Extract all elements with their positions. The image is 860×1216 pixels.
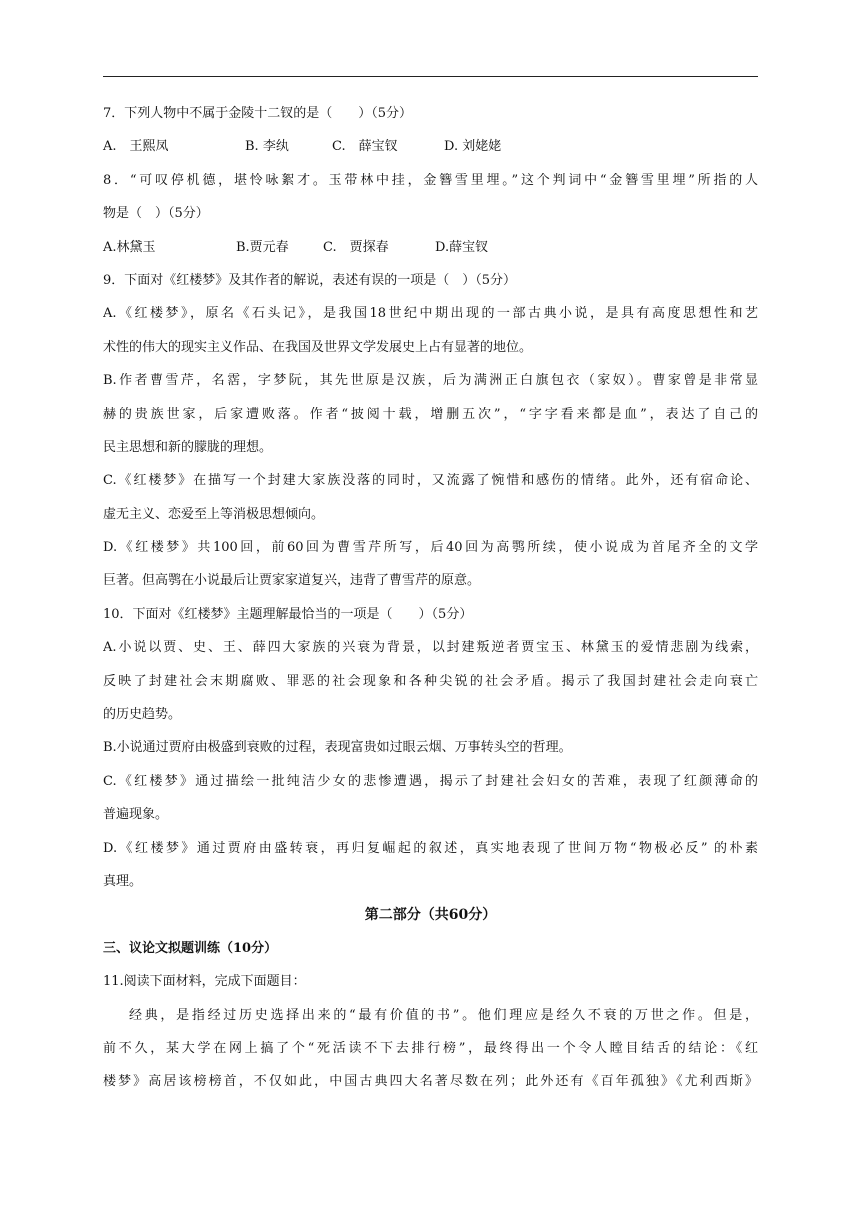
q10-d-line2: 真理。 <box>103 873 143 889</box>
q9-a-line2: 术性的伟大的现实主义作品、在我国及世界文学发展史上占有显著的地位。 <box>103 339 533 355</box>
part2-title: 第二部分（共60分） <box>364 907 497 924</box>
passage-line1: 经典，是指经过历史选择出来的“最有价值的书”。他们理应是经久不衰的万世之作。但是， <box>129 1007 758 1023</box>
q10-a-line2: 反映了封建社会末期腐败、罪恶的社会现象和各种尖锐的社会矛盾。揭示了我国封建社会走向衰亡 <box>103 673 758 689</box>
q11-stem: 11.阅读下面材料，完成下面题目： <box>103 974 306 990</box>
q10-d-line1: D.《红楼梦》通过贾府由盛转衰，再归复崛起的叙述，真实地表现了世间万物“物极必反” 的朴素 <box>103 840 758 856</box>
q7-option-b: B. 李纨 <box>245 139 289 155</box>
q7-option-c: C. 薛宝钗 <box>332 139 398 155</box>
q8-option-b: B.贾元春 <box>236 239 289 255</box>
q10-a-line3: 的历史趋势。 <box>103 707 182 723</box>
header-rule <box>103 76 758 77</box>
q9-c-line2: 虚无主义、恋爱至上等消极思想倾向。 <box>103 506 325 522</box>
q8-stem-line2: 物是（ ）（5分） <box>103 206 209 222</box>
q10-stem: 10．下面对《红楼梦》主题理解最恰当的一项是（ ）（5分） <box>103 606 473 622</box>
document-body <box>103 106 758 1108</box>
q9-b-line1: B.作者曹雪芹，名霑，字梦阮，其先世原是汉族，后为满洲正白旗包衣（家奴）。曹家曾是非常显 <box>103 373 758 389</box>
q10-b-line1: B.小说通过贾府由极盛到衰败的过程，表现富贵如过眼云烟、万事转头空的哲理。 <box>103 740 572 756</box>
q7-options <box>103 139 758 155</box>
q8-option-c: C. 贾探春 <box>323 239 389 255</box>
passage-line3: 楼梦》高居该榜榜首，不仅如此，中国古典四大名著尽数在列；此外还有《百年孤独》《尤利西斯》 <box>103 1074 758 1090</box>
q7-option-d: D. 刘姥姥 <box>444 139 502 155</box>
q7-stem: 7．下列人物中不属于金陵十二钗的是（ ）（5分） <box>103 106 413 121</box>
q7-option-a: A. 王熙凤 <box>103 139 169 155</box>
q8-stem-line1: 8．“可叹停机德，堪怜咏絮才。玉带林中挂，金簪雪里埋。”这个判词中“金簪雪里埋”所指的人 <box>103 172 758 188</box>
section3-heading: 三、议论文拟题训练（10分） <box>103 940 278 956</box>
q9-d-line2: 巨著。但高鹗在小说最后让贾家家道复兴，违背了曹雪芹的原意。 <box>103 573 481 589</box>
q9-stem: 9．下面对《红楼梦》及其作者的解说，表述有误的一项是（ ）（5分） <box>103 272 517 288</box>
q8-options <box>103 240 758 256</box>
q10-c-line1: C.《红楼梦》通过描绘一批纯洁少女的悲惨遭遇，揭示了封建社会妇女的苦难，表现了红颜薄命的 <box>103 773 758 789</box>
q10-a-line1: A.小说以贾、史、王、薛四大家族的兴衰为背景，以封建叛逆者贾宝玉、林黛玉的爱情悲剧为线索， <box>103 640 758 656</box>
q10-c-line2: 普遍现象。 <box>103 807 169 823</box>
q9-d-line1: D.《红楼梦》共100回，前60回为曹雪芹所写，后40回为高鹗所续，使小说成为首尾齐全的文学 <box>103 540 758 556</box>
q8-option-a: A.林黛玉 <box>103 239 156 255</box>
q9-a-line1: A.《红楼梦》，原名《石头记》，是我国18世纪中期出现的一部古典小说，是具有高度思想性和艺 <box>103 306 758 322</box>
passage-line2: 前不久，某大学在网上搞了个“死活读不下去排行榜”，最终得出一个令人瞠目结舌的结论：《红 <box>103 1040 758 1056</box>
q9-c-line1: C.《红楼梦》在描写一个封建大家族没落的同时，又流露了惋惜和感伤的情绪。此外，还有宿命论、 <box>103 473 758 489</box>
q9-b-line2: 赫的贵族世家，后家遭败落。作者“披阅十载，增删五次”，“字字看来都是血”，表达了自己的 <box>103 406 758 422</box>
q8-option-d: D.薛宝钗 <box>435 239 489 255</box>
q9-b-line3: 民主思想和新的朦胧的理想。 <box>103 439 273 455</box>
